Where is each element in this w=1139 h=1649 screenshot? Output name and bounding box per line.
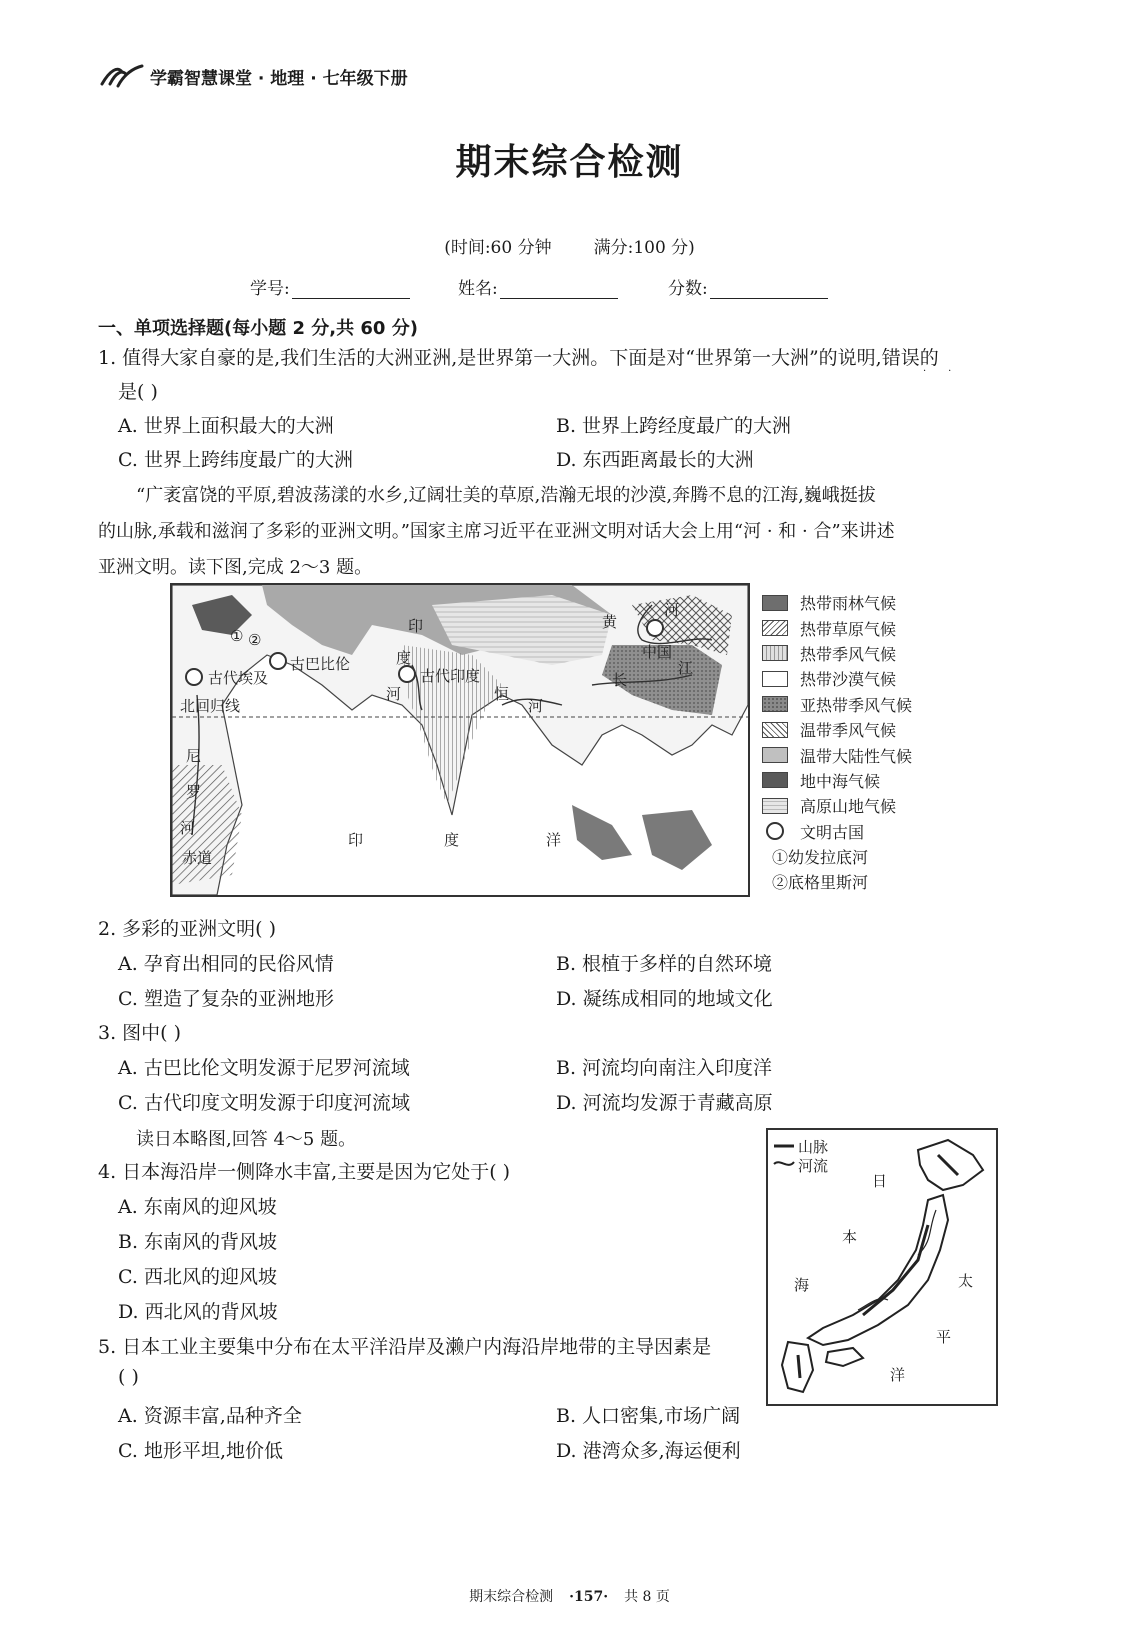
- japan-map: [766, 1128, 998, 1406]
- label-ganges-1: 恒: [494, 685, 510, 703]
- legend-civilization: 文明古国: [762, 819, 962, 844]
- legend-mountain: 山脉: [798, 1138, 829, 1156]
- egypt-marker: [186, 669, 202, 685]
- babylon-marker: [270, 653, 286, 669]
- plateau-swatch: [762, 798, 788, 814]
- q1-option-d[interactable]: D. 东西距离最长的大洲: [556, 449, 754, 471]
- legend-temperate-monsoon: 温带季风气候: [762, 717, 962, 742]
- label-egypt: 古代埃及: [208, 669, 269, 687]
- passage: “广袤富饶的平原,碧波荡漾的水乡,辽阔壮美的草原,浩瀚无垠的沙漠,奔腾不息的江海,巍峨挺拔 的山脉,承载和滋润了多彩的亚洲文明。”国家主席习近平在亚洲文明对话大会上用“河 · 和 · 合”来讲述 亚洲文明。读下图,完成 2～3 题。: [98, 485, 895, 578]
- label-nile-2: 罗: [186, 783, 202, 801]
- label-nile-1: 尼: [186, 747, 202, 765]
- legend-desert: 热带沙漠气候: [762, 666, 962, 691]
- civilization-circle-icon: [766, 822, 784, 840]
- legend-mediterranean: 地中海气候: [762, 768, 962, 793]
- score-field[interactable]: 分数:: [668, 274, 828, 299]
- label-pacific-1: 太: [958, 1272, 974, 1290]
- exam-meta: [0, 233, 1139, 258]
- q4-option-b[interactable]: B. 东南风的背风坡: [118, 1231, 278, 1253]
- label-ancient-india: 古代印度: [420, 667, 481, 685]
- q4-stem: 4. 日本海沿岸一侧降水丰富,主要是因为它处于( ): [98, 1161, 511, 1183]
- label-river-2: ②: [248, 631, 262, 649]
- legend-temperate-continental: 温带大陆性气候: [762, 742, 962, 767]
- q2-option-c[interactable]: C. 塑造了复杂的亚洲地形: [118, 988, 334, 1010]
- time-info: (时间:60 分钟: [444, 238, 552, 258]
- label-china: 中国: [642, 643, 673, 661]
- q1-stem-cont: 是( ): [118, 381, 158, 403]
- publisher-logo: [100, 62, 144, 88]
- q5-option-c[interactable]: C. 地形平坦,地价低: [118, 1440, 283, 1462]
- label-ocean-1: 印: [348, 831, 364, 849]
- desert-swatch: [762, 671, 788, 687]
- tropical-monsoon-swatch: [762, 645, 788, 661]
- student-id-blank[interactable]: [292, 282, 410, 299]
- q3-option-d[interactable]: D. 河流均发源于青藏高原: [556, 1092, 773, 1114]
- asia-civilization-map: [170, 583, 750, 897]
- q5-stem: 5. 日本工业主要集中分布在太平洋沿岸及濑户内海沿岸地带的主导因素是: [98, 1336, 712, 1358]
- student-name-field[interactable]: 姓名:: [458, 274, 618, 299]
- q3-option-c[interactable]: C. 古代印度文明发源于印度河流域: [118, 1092, 410, 1114]
- header-series: 学霸智慧课堂 · 地理 · 七年级下册: [150, 69, 408, 89]
- label-ocean-2: 度: [444, 831, 460, 849]
- label-huang-1: 黄: [602, 613, 618, 631]
- legend-plateau: 高原山地气候: [762, 793, 962, 818]
- emphasis-dots: ··: [923, 366, 974, 377]
- q1-option-a[interactable]: A. 世界上面积最大的大洲: [118, 415, 334, 437]
- map-legend: [762, 590, 962, 895]
- q4-option-d[interactable]: D. 西北风的背风坡: [118, 1301, 278, 1323]
- temperate-monsoon-swatch: [762, 722, 788, 738]
- q4-option-c[interactable]: C. 西北风的迎风坡: [118, 1266, 277, 1288]
- total-pages: 共 8 页: [624, 1589, 670, 1605]
- q5-option-a[interactable]: A. 资源丰富,品种齐全: [118, 1405, 302, 1427]
- china-marker: [647, 620, 663, 636]
- legend-river-euphrates: ①幼发拉底河: [772, 848, 869, 868]
- q4-option-a[interactable]: A. 东南风的迎风坡: [118, 1196, 277, 1218]
- q2-option-b[interactable]: B. 根植于多样的自然环境: [556, 953, 773, 975]
- india-marker: [399, 666, 415, 682]
- label-equator: 赤道: [182, 849, 213, 867]
- legend-savanna: 热带草原气候: [762, 615, 962, 640]
- q3-option-b[interactable]: B. 河流均向南注入印度洋: [556, 1057, 773, 1079]
- label-babylon: 古巴比伦: [290, 655, 351, 673]
- label-chang-2: 江: [678, 659, 694, 677]
- label-nile-3: 河: [180, 819, 196, 837]
- q1-option-b[interactable]: B. 世界上跨经度最广的大洲: [556, 415, 792, 437]
- savanna-swatch: [762, 620, 788, 636]
- legend-subtropical-monsoon: 亚热带季风气候: [762, 692, 962, 717]
- section-heading: 一、单项选择题(每小题 2 分,共 60 分): [98, 318, 418, 339]
- q2-option-d[interactable]: D. 凝练成相同的地域文化: [556, 988, 773, 1010]
- legend-rainforest: 热带雨林气候: [762, 590, 962, 615]
- label-ganges-2: 河: [528, 697, 544, 715]
- label-sea-1: 日: [872, 1172, 888, 1190]
- q5-stem-cont: ( ): [118, 1366, 139, 1388]
- page-number: ·157·: [569, 1589, 609, 1605]
- mediterranean-swatch: [762, 772, 788, 788]
- student-id-field[interactable]: 学号:: [250, 274, 410, 299]
- label-sea-2: 本: [842, 1228, 858, 1246]
- label-river-1: ①: [230, 627, 244, 645]
- label-indus-2: 度: [396, 649, 412, 667]
- label-tropic: 北回归线: [180, 697, 241, 715]
- footer-title: 期末综合检测: [469, 1589, 554, 1605]
- page-footer: [0, 1586, 1139, 1606]
- temperate-continental-swatch: [762, 747, 788, 763]
- label-pacific-3: 洋: [890, 1366, 906, 1384]
- legend-river: 河流: [798, 1157, 829, 1175]
- label-indus-3: 河: [386, 685, 402, 703]
- q5-option-d[interactable]: D. 港湾众多,海运便利: [556, 1440, 741, 1462]
- score-blank[interactable]: [710, 282, 828, 299]
- subtropical-monsoon-swatch: [762, 696, 788, 712]
- student-name-blank[interactable]: [500, 282, 618, 299]
- legend-tropical-monsoon: 热带季风气候: [762, 641, 962, 666]
- q3-option-a[interactable]: A. 古巴比伦文明发源于尼罗河流域: [118, 1057, 410, 1079]
- label-pacific-2: 平: [936, 1328, 952, 1346]
- rainforest-swatch: [762, 595, 788, 611]
- label-sea-3: 海: [794, 1276, 810, 1294]
- label-ocean-3: 洋: [546, 831, 562, 849]
- q1-stem: 1. 值得大家自豪的是,我们生活的大洲亚洲,是世界第一大洲。下面是对“世界第一大洲”的说明,错误的: [98, 347, 939, 369]
- legend-river-tigris: ②底格里斯河: [772, 873, 869, 893]
- q2-option-a[interactable]: A. 孕育出相同的民俗风情: [118, 953, 334, 975]
- label-indus-1: 印: [408, 617, 424, 635]
- q5-option-b[interactable]: B. 人口密集,市场广阔: [556, 1405, 741, 1427]
- japan-intro: 读日本略图,回答 4～5 题。: [136, 1129, 357, 1150]
- label-huang-2: 河: [664, 601, 680, 619]
- q2-stem: 2. 多彩的亚洲文明( ): [98, 918, 277, 940]
- score-info: 满分:100 分): [593, 238, 695, 258]
- q3-stem: 3. 图中( ): [98, 1022, 182, 1044]
- page-title: 期末综合检测: [455, 142, 684, 183]
- q1-option-c[interactable]: C. 世界上跨纬度最广的大洲: [118, 449, 353, 471]
- label-chang-1: 长: [612, 671, 628, 689]
